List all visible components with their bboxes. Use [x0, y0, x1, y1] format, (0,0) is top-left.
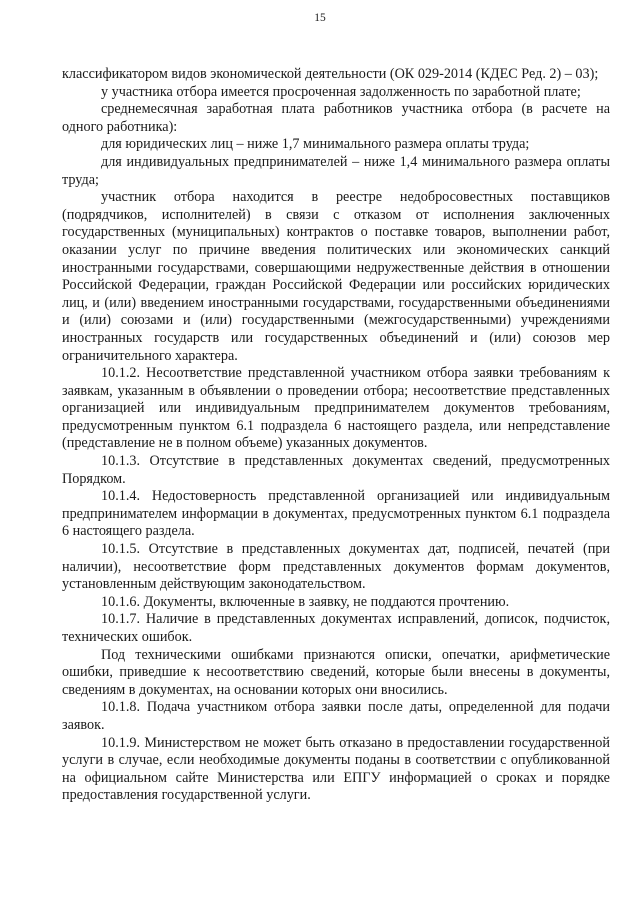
paragraph-10-1-4: 10.1.4. Недостоверность представленной организацией или индивидуальным предпринимателем информации в документах, предусмотренных пунктом 6.1 подраздела 6 настоящего раздела. — [62, 488, 610, 540]
paragraph-legal-entities: для юридических лиц – ниже 1,7 минимального размера оплаты труда; — [101, 136, 530, 153]
paragraph-wage-arrears: у участника отбора имеется просроченная задолженность по заработной плате; — [101, 83, 581, 100]
paragraph-10-1-9: 10.1.9. Министерством не может быть отказано в предоставлении государственной услуги в случае, если необходимые документы поданы в соответствии с опубликованной на официальном сайте Министерства или ЕПГУ информацией о сроках и порядке предоставления государственной услуги. — [62, 734, 610, 804]
paragraph-10-1-3: 10.1.3. Отсутствие в представленных документах сведений, предусмотренных Порядком. — [62, 453, 610, 487]
page-number: 15 — [314, 12, 326, 24]
paragraph-10-1-8: 10.1.8. Подача участником отбора заявки после даты, определенной для подачи заявок. — [62, 699, 610, 733]
paragraph-okved-continuation: классификатором видов экономической деятельности (ОК 029-2014 (КДЕС Ред. 2) – 03); — [62, 66, 599, 82]
paragraph-average-wage: среднемесячная заработная плата работников участника отбора (в расчете на одного работника): — [62, 101, 610, 135]
paragraph-individual-entrepreneurs: для индивидуальных предпринимателей – ниже 1,4 минимального размера оплаты труда; — [62, 153, 610, 188]
paragraph-10-1-5: 10.1.5. Отсутствие в представленных документах дат, подписей, печатей (при наличии), несоответствие форм представленных документов формам документов, установленным действующим законодательством. — [62, 541, 610, 593]
paragraph-10-1-6: 10.1.6. Документы, включенные в заявку, не поддаются прочтению. — [101, 593, 510, 610]
document-body — [62, 66, 610, 805]
paragraph-unfair-suppliers-registry: участник отбора находится в реестре недобросовестных поставщиков (подрядчиков, исполнителей) в связи с отказом от исполнения заключенных государственных (муниципальных) контрактов о поставке товаров, выполнении работ, оказании услуг по причине введения политических или экономических санкций иностранными государствами, совершающими недружественные действия в отношении Российской Федерации, граждан Российской Федерации или российских юридических лиц, и (или) введением иностранными государствами, государственными объединениями и (или) союзами и (или) государственными (межгосударственными) учреждениями иностранных государств или государственных объединений и (или) союзов мер ограничительного характера. — [62, 189, 610, 364]
paragraph-technical-errors-definition: Под техническими ошибками признаются описки, опечатки, арифметические ошибки, приведшие к несоответствию сведений, которые были внесены в документы, сведениям в документах, на основании которых они вносились. — [62, 646, 610, 698]
paragraph-10-1-2: 10.1.2. Несоответствие представленной участником отбора заявки требованиям к заявкам, указанным в объявлении о проведении отбора; несоответствие представленных организацией или индивидуальным предпринимателем документов требованиям, предусмотренным пунктом 6.1 подраздела 6 настоящего раздела, или непредставление (представление не в полном объеме) указанных документов. — [62, 365, 610, 452]
paragraph-10-1-7: 10.1.7. Наличие в представленных документах исправлений, дописок, подчисток, технических ошибок. — [62, 611, 610, 645]
